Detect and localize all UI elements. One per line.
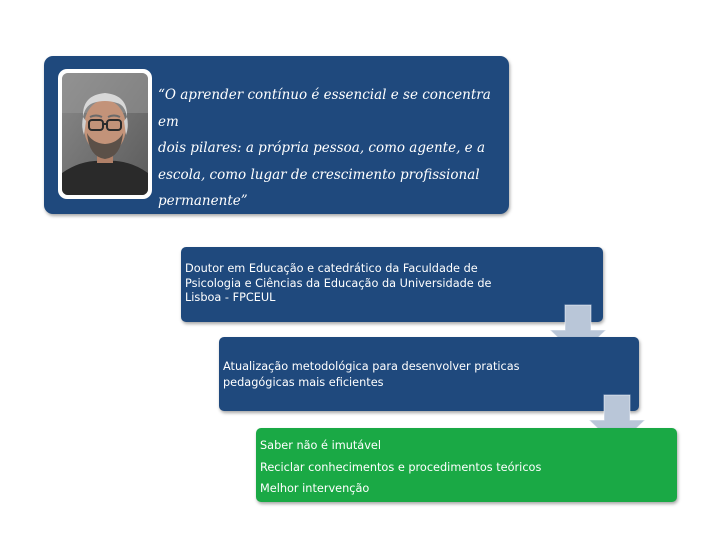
- step-1-line-3: Lisboa - FPCEUL: [185, 291, 276, 304]
- step-3-line-2: Reciclar conhecimentos e procedimentos teóricos: [260, 460, 542, 474]
- step-2-line-2: pedagógicas mais eficientes: [223, 375, 384, 389]
- step-3-line-1: Saber não é imutável: [260, 439, 382, 452]
- portrait-image: [62, 73, 148, 195]
- step-2-line-1: Atualização metodológica para desenvolver praticas: [223, 360, 520, 373]
- step-box-atualizacao: [219, 337, 639, 411]
- step-3-line-3: Melhor intervenção: [260, 482, 370, 495]
- step-1-line-2: Psicologia e Ciências da Educação da Universidade de: [185, 276, 492, 290]
- step-1-line-1: Doutor em Educação e catedrático da Faculdade de: [185, 262, 478, 275]
- step-box-doutor: [181, 247, 603, 322]
- portrait-photo: [58, 69, 152, 199]
- step-box-saber: [256, 428, 677, 502]
- quote-text: “O aprender contínuo é essencial e se concentra em dois pilares: a própria pessoa, como agente, e a escola, como lugar de crescimento profissional permanente”: [158, 87, 491, 209]
